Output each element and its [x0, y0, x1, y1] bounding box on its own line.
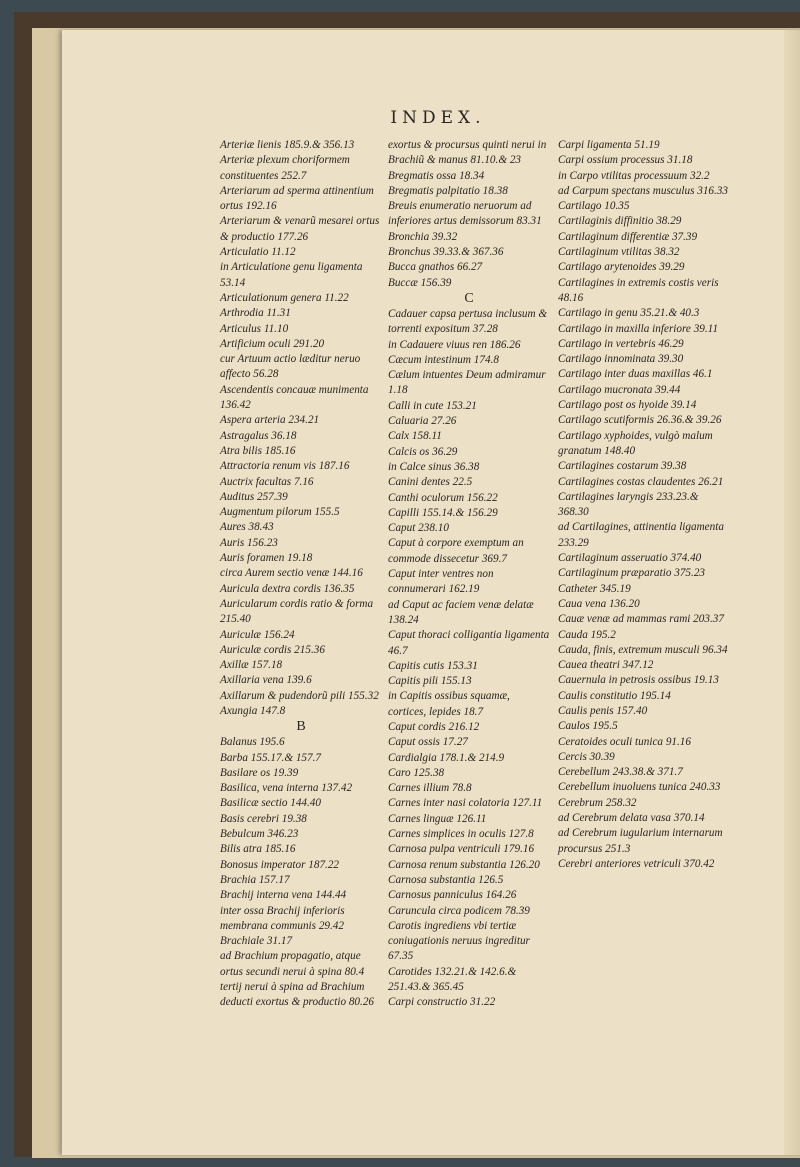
index-entry: Cartilago in maxilla inferiore 39.11	[558, 322, 719, 335]
index-entry: Calcis os 36.29	[388, 445, 458, 458]
index-entry: Basilicæ sectio 144.40	[220, 797, 321, 810]
index-entry: Cartilago inter duas maxillas 46.1	[558, 368, 713, 381]
index-entry: ad Carpum spectans musculus 316.33	[558, 184, 728, 197]
index-entry: Barba 155.17.& 157.7	[220, 751, 321, 764]
index-letter-heading: B	[296, 719, 306, 735]
index-entry: tertij nerui à spina ad Brachium deducti exortus & productio 80.26	[220, 981, 375, 1009]
index-entry: ad Caput ac faciem venæ delatæ 138.24	[388, 598, 534, 626]
index-entry: Articulatio 11.12	[220, 246, 296, 259]
index-entry: Cauda 195.2	[558, 628, 616, 641]
index-entry: in Capitis ossibus squamæ, cortices, lepides 18.7	[388, 690, 510, 718]
index-entry: in Carpo vtilitas processuum 32.2	[558, 169, 710, 182]
index-entry: Carpi ligamenta 51.19	[558, 139, 660, 151]
index-entry: Bregmatis ossa 18.34	[388, 169, 485, 182]
index-entry: Ascendentis concauæ munimenta 136.42	[220, 383, 369, 412]
index-entry: Bronchia 39.32	[388, 230, 458, 243]
book-page	[62, 30, 800, 1155]
index-entry: Cartilago xyphoides, vulgò malum granatum 148.40	[558, 429, 713, 457]
index-entry: Cælum intuentes Deum admiramur 1.18	[388, 369, 546, 397]
index-entry: Auris 156.23	[220, 536, 278, 549]
index-entry: Arteriæ plexum choriformem constituentes 252.7	[220, 154, 350, 182]
index-entry: inter ossa Brachij inferioris membrana communis 29.42	[220, 904, 345, 932]
index-entry: exortus & procursus quinti nerui in Brachiũ & manus 81.10.& 23	[388, 139, 547, 167]
index-entry: Cartilagines in extremis costis veris 48.16	[558, 276, 719, 304]
index-entry: Carotis ingrediens vbi tertiæ coniugationis neruus ingreditur 67.35	[388, 919, 530, 963]
index-letter-heading: C	[464, 290, 474, 306]
index-entry: Axillaria vena 139.6	[220, 674, 312, 687]
index-entry: Auricularum cordis ratio & forma 215.40	[220, 597, 374, 626]
index-entry: Carpi ossium processus 31.18	[558, 154, 693, 167]
index-entry: Caulis constitutio 195.14	[558, 689, 671, 702]
index-entry: Cartilaginum præparatio 375.23	[558, 567, 706, 580]
index-entry: Auriculæ cordis 215.36	[220, 643, 325, 656]
index-entry: Caput cordis 216.12	[388, 720, 480, 733]
index-entry: Cartilaginum vtilitas 38.32	[558, 246, 680, 259]
index-entry: Augmentum pilorum 155.5	[220, 506, 340, 519]
index-entry: Carnosa pulpa ventriculi 179.16	[388, 843, 535, 856]
index-entry: Carnes simplices in oculis 127.8	[388, 828, 534, 841]
index-entry: Auditus 257.39	[220, 490, 288, 503]
index-entry: Auricula dextra cordis 136.35	[220, 582, 355, 595]
index-entry: cur Artuum actio læditur neruo affecto 56.28	[220, 353, 361, 381]
index-entry: Aspera arteria 234.21	[220, 414, 320, 427]
index-entry: Cauea theatri 347.12	[558, 659, 654, 672]
index-entry: circa Aurem sectio venæ 144.16	[220, 567, 363, 580]
index-entry: Basis cerebri 19.38	[220, 812, 307, 825]
index-entry: Cauernula in petrosis ossibus 19.13	[558, 674, 719, 687]
index-entry: Caput à corpore exemptum an commode dissecetur 369.7	[388, 537, 524, 565]
index-entry: Aures 38.43	[220, 521, 274, 534]
index-entry: ad Cartilagines, attinentia ligamenta 233.29	[558, 521, 724, 549]
index-entry: Carnosus panniculus 164.26	[388, 889, 517, 902]
index-entry: Caua vena 136.20	[558, 597, 640, 610]
index-entry: Cartilagines costarum 39.38	[558, 460, 687, 473]
index-entry: Cartilaginum asseruatio 374.40	[558, 552, 702, 565]
book	[14, 12, 800, 1157]
index-entry: Cerebellum inuoluens tunica 240.33	[558, 781, 721, 794]
index-entry: Breuis enumeratio neruorum ad inferiores artus demissorum 83.31	[388, 200, 542, 228]
index-entry: Carnes inter nasi colatoria 127.11	[388, 797, 543, 810]
index-entry: Arteriarum & venarũ mesarei ortus & productio 177.26	[220, 215, 380, 243]
index-entry: Cerebrum 258.32	[558, 796, 637, 809]
index-entry: Arthrodia 11.31	[220, 307, 291, 320]
index-entry: Attractoria renum vis 187.16	[220, 460, 350, 473]
index-entry: Cerebri anteriores vetriculi 370.42	[558, 857, 715, 870]
index-entry: Canini dentes 22.5	[388, 476, 473, 489]
index-entry: Cercis 30.39	[558, 750, 615, 763]
index-entry: Carpi constructio 31.22	[388, 996, 496, 1009]
index-entry: Cartilago innominata 39.30	[558, 353, 684, 366]
index-entry: Cartilago mucronata 39.44	[558, 383, 681, 396]
index-entry: Axillarum & pudendorũ pili 155.32	[220, 689, 379, 702]
index-entry: Basilica, vena interna 137.42	[220, 782, 353, 795]
index-entry: Axungia 147.8	[220, 704, 286, 717]
index-entry: Canthi oculorum 156.22	[388, 491, 498, 504]
index-entry: Auctrix facultas 7.16	[220, 475, 314, 488]
index-entry: Bregmatis palpitatio 18.38	[388, 184, 508, 197]
index-entry: Carotides 132.21.& 142.6.& 251.43.& 365.45	[388, 965, 517, 994]
index-entry: Cartilago 10.35	[558, 200, 630, 213]
index-entry: Artificium oculi 291.20	[220, 337, 325, 350]
page-header: INDEX.	[390, 108, 486, 128]
index-entry: Carnes linguæ 126.11	[388, 812, 487, 825]
index-entry: Cartilago arytenoides 39.29	[558, 261, 685, 274]
index-entry: Caruncula circa podicem 78.39	[388, 904, 530, 917]
index-entry: Cartilago post os hyoide 39.14	[558, 399, 697, 412]
index-entry: Capitis pili 155.13	[388, 675, 472, 688]
index-entry: Bronchus 39.33.& 367.36	[388, 246, 504, 259]
page-gutter	[784, 30, 800, 1155]
index-entry: Cartilagines laryngis 233.23.& 368.30	[558, 490, 699, 519]
index-entry: Auris foramen 19.18	[220, 552, 313, 565]
index-entry: Bebulcum 346.23	[220, 828, 299, 841]
index-entry: Cartilagines costas claudentes 26.21	[558, 475, 724, 488]
index-entry: ad Brachium propagatio, atque ortus secundi nerui à spina 80.4	[220, 950, 365, 978]
index-entry: Cartilago scutiformis 26.36.& 39.26	[558, 414, 722, 427]
index-entry: Caput inter ventres non connumerari 162.19	[388, 568, 494, 596]
index-entry: Carnosa renum substantia 126.20	[388, 858, 540, 871]
index-entry: Capilli 155.14.& 156.29	[388, 506, 498, 519]
index-entry: Arteriæ lienis 185.9.& 356.13	[220, 139, 355, 151]
index-entry: Cartilaginis diffinitio 38.29	[558, 215, 682, 228]
index-entry: Caput 238.10	[388, 522, 449, 535]
index-entry: Cauæ venæ ad mammas rami 203.37	[558, 613, 724, 626]
index-entry: Cartilago in vertebris 46.29	[558, 337, 684, 350]
index-entry: ad Cerebrum delata vasa 370.14	[558, 812, 705, 825]
index-entry: Caulis penis 157.40	[558, 704, 648, 717]
index-column-3	[558, 138, 728, 872]
index-entry: Brachij interna vena 144.44	[220, 889, 347, 902]
index-entry: Astragalus 36.18	[220, 429, 297, 442]
index-entry: Cartilago in genu 35.21.& 40.3	[558, 307, 700, 320]
index-entry: Arteriarum ad sperma attinentium ortus 192.16	[220, 184, 374, 213]
index-entry: Balanus 195.6	[220, 736, 285, 749]
index-entry: in Articulatione genu ligamenta 53.14	[220, 261, 363, 289]
index-entry: Cerebellum 243.38.& 371.7	[558, 766, 683, 779]
index-entry: Axillæ 157.18	[220, 659, 283, 672]
index-entry: Capitis cutis 153.31	[388, 659, 478, 672]
index-column-1	[220, 138, 382, 1011]
index-entry: Calli in cute 153.21	[388, 399, 477, 412]
index-entry: Calx 158.11	[388, 430, 442, 443]
index-entry: Bilis atra 185.16	[220, 843, 296, 856]
index-entry: Caro 125.38	[388, 766, 445, 779]
index-entry: Bucca gnathos 66.27	[388, 261, 483, 274]
index-entry: Ceratoides oculi tunica 91.16	[558, 735, 691, 748]
index-column-2	[388, 138, 550, 1011]
index-entry: Catheter 345.19	[558, 582, 631, 595]
index-entry: Bonosus imperator 187.22	[220, 858, 340, 871]
index-entry: Cauda, finis, extremum musculi 96.34	[558, 643, 728, 656]
index-entry: in Calce sinus 36.38	[388, 460, 480, 473]
index-entry: in Cadauere viuus ren 186.26	[388, 338, 521, 351]
index-entry: Caulos 195.5	[558, 720, 618, 733]
index-entry: Caput thoraci colligantia ligamenta 46.7	[388, 629, 550, 657]
index-entry: Buccæ 156.39	[388, 276, 452, 289]
index-entry: Atra bilis 185.16	[220, 444, 296, 457]
index-entry: Basilare os 19.39	[220, 766, 299, 779]
index-entry: Articulationum genera 11.22	[220, 291, 349, 304]
index-entry: ad Cerebrum iugularium internarum procursus 251.3	[558, 827, 723, 855]
index-entry: Auriculæ 156.24	[220, 628, 295, 641]
index-entry: Brachiale 31.17	[220, 935, 293, 948]
index-entry: Articulus 11.10	[220, 322, 289, 335]
index-entry: Brachia 157.17	[220, 873, 290, 886]
index-entry: Cartilaginum differentiæ 37.39	[558, 230, 698, 243]
index-entry: Caput ossis 17.27	[388, 736, 468, 749]
index-entry: Carnosa substantia 126.5	[388, 873, 504, 886]
index-entry: Carnes illium 78.8	[388, 782, 472, 795]
index-entry: Cæcum intestinum 174.8	[388, 353, 499, 366]
index-entry: Cadauer capsa pertusa inclusum & torrenti expositum 37.28	[388, 307, 548, 336]
index-entry: Caluaria 27.26	[388, 415, 457, 428]
index-entry: Cardialgia 178.1.& 214.9	[388, 751, 505, 764]
